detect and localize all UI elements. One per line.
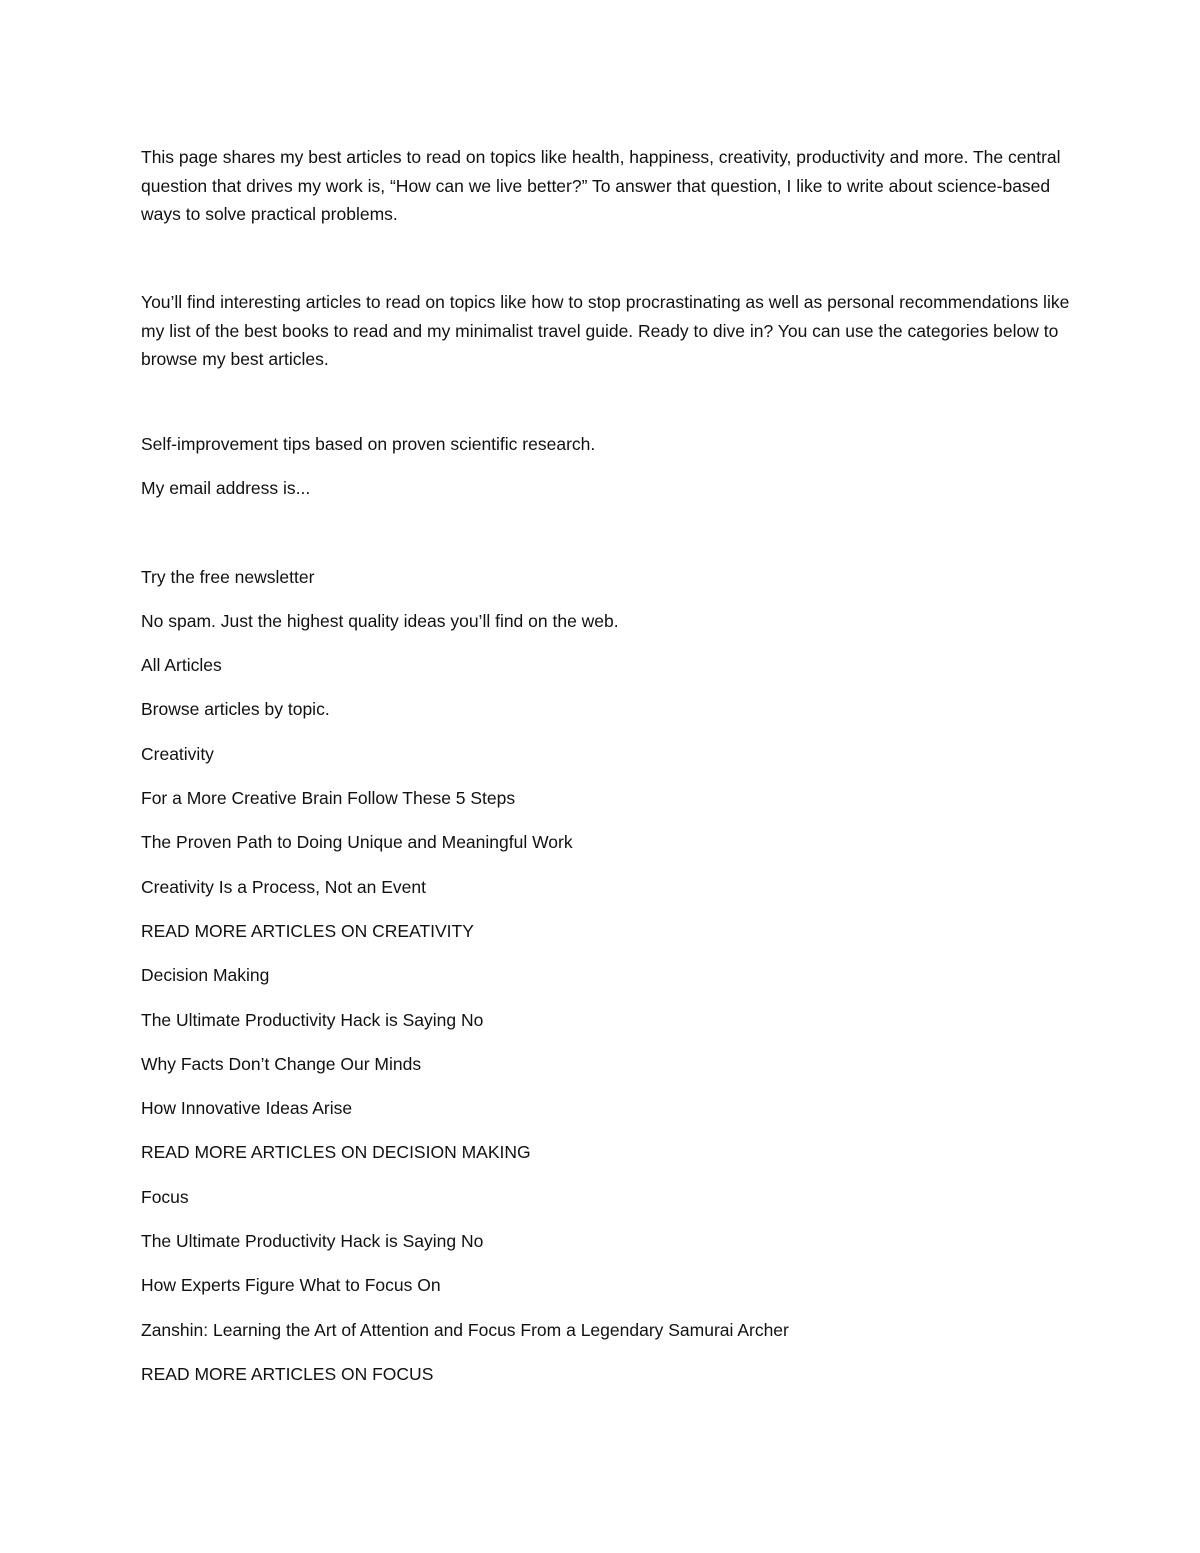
article-link[interactable]: How Innovative Ideas Arise (141, 1098, 353, 1119)
email-prompt: My email address is... (141, 478, 311, 499)
all-articles-title[interactable]: All Articles (141, 655, 222, 676)
article-link[interactable]: The Ultimate Productivity Hack is Saying No (141, 1009, 484, 1030)
article-link[interactable]: For a More Creative Brain Follow These 5 Steps (141, 788, 516, 809)
category-focus[interactable]: Focus (141, 1186, 189, 1207)
document-page (141, 143, 1071, 1407)
spacer (141, 229, 1071, 288)
intro-paragraph-2: You’ll find interesting articles to read on topics like how to stop procrastinating as well as personal recommendations like my list of the best books to read and my minimalist travel guide. Ready to dive in? You can use the categories below to browse my best articles. (141, 292, 1070, 370)
newsletter-cta[interactable]: Try the free newsletter (141, 566, 315, 587)
article-link[interactable]: The Ultimate Productivity Hack is Saying No (141, 1231, 484, 1252)
article-link[interactable]: Creativity Is a Process, Not an Event (141, 876, 426, 897)
newsletter-note: No spam. Just the highest quality ideas you’ll find on the web. (141, 610, 619, 631)
signup-tagline: Self-improvement tips based on proven scientific research. (141, 434, 596, 454)
article-link[interactable]: How Experts Figure What to Focus On (141, 1275, 441, 1296)
spacer (141, 522, 1071, 566)
article-link[interactable]: Why Facts Don’t Change Our Minds (141, 1053, 422, 1074)
read-more-focus-link[interactable]: READ MORE ARTICLES ON FOCUS (141, 1363, 434, 1384)
read-more-creativity-link[interactable]: READ MORE ARTICLES ON CREATIVITY (141, 920, 474, 941)
read-more-decision-making-link[interactable]: READ MORE ARTICLES ON DECISION MAKING (141, 1142, 531, 1163)
article-link[interactable]: The Proven Path to Doing Unique and Meaningful Work (141, 832, 573, 853)
category-creativity[interactable]: Creativity (141, 743, 214, 764)
all-articles-subtitle: Browse articles by topic. (141, 699, 330, 720)
spacer (141, 374, 1071, 433)
intro-paragraph-1: This page shares my best articles to read on topics like health, happiness, creativity, productivity and more. The central question that drives my work is, “How can we live better?” To answer that question, I like to write about science-based ways to solve practical problems. (141, 147, 1061, 225)
article-link[interactable]: Zanshin: Learning the Art of Attention and Focus From a Legendary Samurai Archer (141, 1319, 789, 1340)
category-decision-making[interactable]: Decision Making (141, 965, 270, 986)
